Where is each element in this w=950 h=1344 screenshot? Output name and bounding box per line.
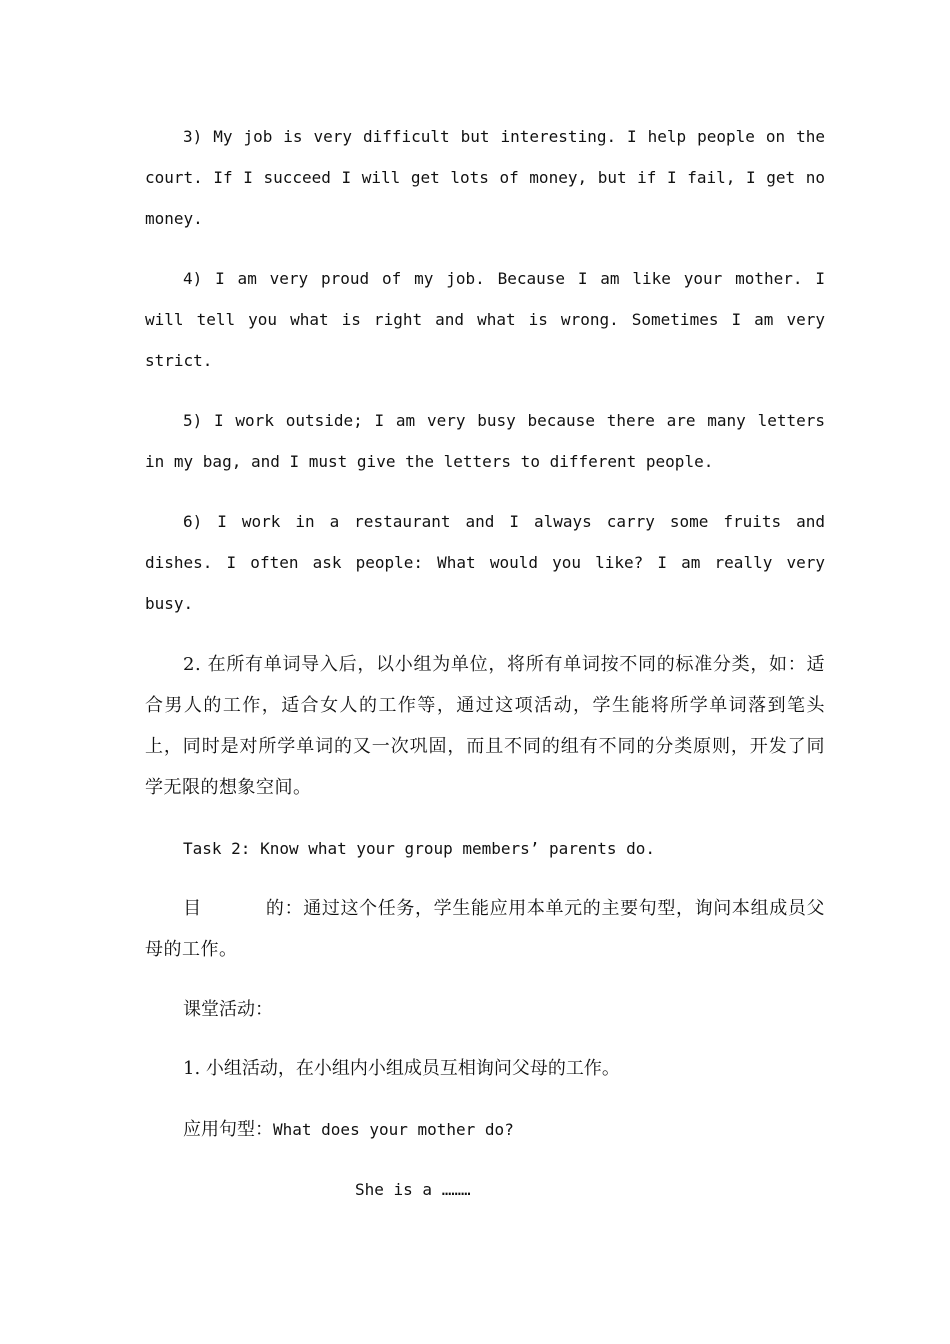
- activities-label: 课堂活动：: [183, 999, 273, 1020]
- activity-1: 1. 小组活动，在小组内小组成员互相询问父母的工作。: [183, 1058, 620, 1079]
- purpose-label-2: 的: [265, 898, 285, 919]
- pattern-question: What does your mother do?: [273, 1120, 514, 1139]
- task-2-title: Task 2: Know what your group members’ parents do.: [183, 839, 656, 858]
- paragraph-3: [145, 116, 825, 239]
- paragraph-6: [145, 501, 825, 624]
- purpose-paragraph: [145, 888, 825, 970]
- paragraph-cn-2: [145, 644, 825, 808]
- paragraph-cn-2-text: 2. 在所有单词导入后，以小组为单位，将所有单词按不同的标准分类，如：适合男人的工作，适合女人的工作等，通过这项活动，学生能将所学单词落到笔头上，同时是对所学单词的又一次巩固，而且不同的组有不同的分类原则，开发了同学无限的想象空间。: [145, 654, 825, 798]
- paragraph-5: [145, 400, 825, 482]
- purpose-text: ：通过这个任务，学生能应用本单元的主要句型，询问本组成员父母的工作。: [145, 898, 825, 960]
- paragraph-6-text: 6) I work in a restaurant and I always carry some fruits and dishes. I often ask people: What would you like? I am really very busy.: [145, 512, 825, 613]
- paragraph-4-text: 4) I am very proud of my job. Because I am like your mother. I will tell you what is right and what is wrong. Sometimes I am very strict.: [145, 269, 825, 370]
- pattern-label: 应用句型：: [183, 1119, 273, 1140]
- pattern-line: [183, 1118, 514, 1142]
- pattern-answer: She is a ………: [355, 1180, 471, 1199]
- paragraph-5-text: 5) I work outside; I am very busy because there are many letters in my bag, and I must give the letters to different people.: [145, 411, 825, 471]
- paragraph-4: [145, 258, 825, 381]
- paragraph-3-text: 3) My job is very difficult but interesting. I help people on the court. If I succeed I will get lots of money, but if I fail, I get no money.: [145, 127, 825, 228]
- purpose-label-1: 目: [183, 898, 202, 919]
